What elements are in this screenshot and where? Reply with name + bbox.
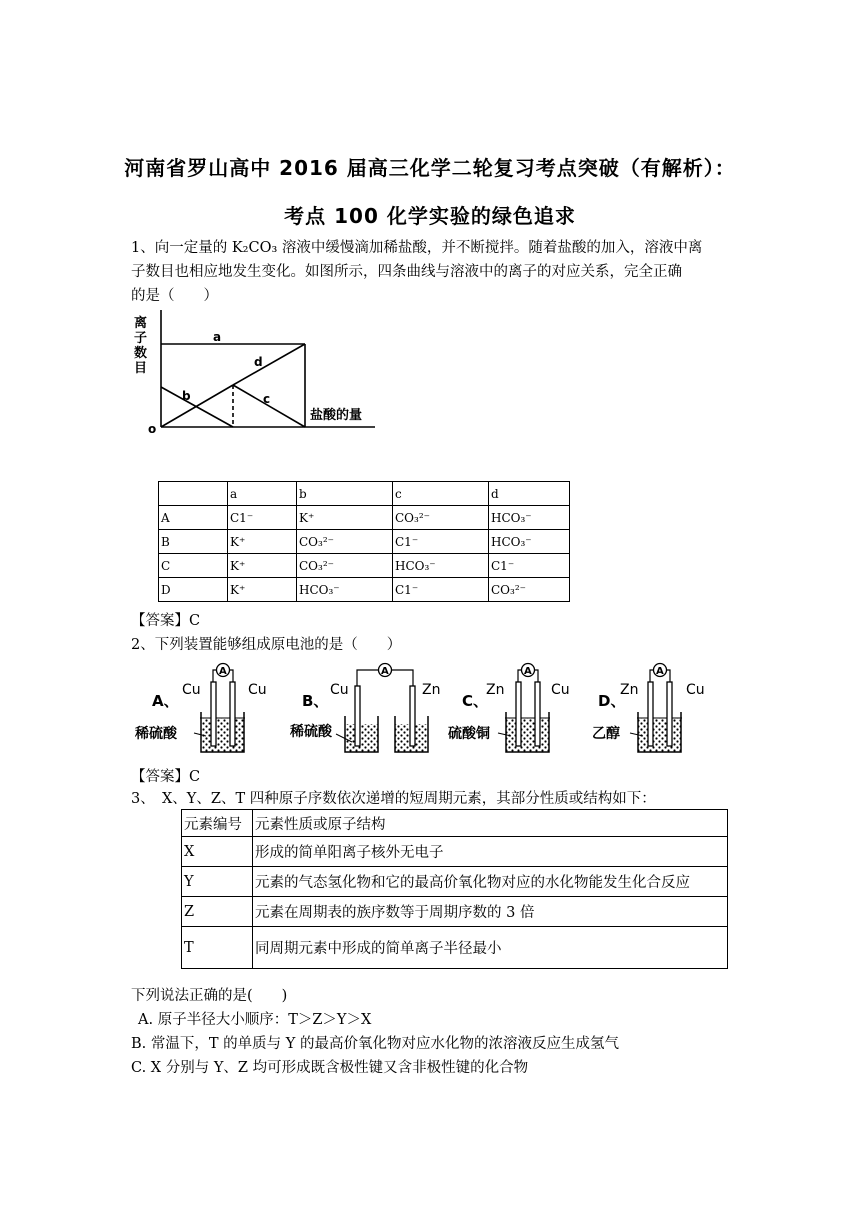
device-a-letter: A、	[152, 692, 179, 710]
table-cell: Z	[182, 897, 253, 927]
table-row	[159, 482, 570, 506]
table-cell: D	[159, 578, 228, 602]
q3-option-b: B. 常温下，T 的单质与 Y 的最高价氧化物对应水化物的浓溶液反应生成氢气	[131, 1036, 619, 1052]
graph-ylabel-1: 离	[134, 316, 148, 331]
table-cell: HCO₃⁻	[489, 530, 570, 554]
q3-text: 3、 X、Y、Z、T 四种原子序数依次递增的短周期元素，其部分性质或结构如下：	[131, 791, 656, 807]
table-cell: K⁺	[297, 506, 393, 530]
table-cell: A	[159, 506, 228, 530]
table-row	[159, 578, 570, 602]
table-cell: 形成的简单阳离子核外无电子	[253, 837, 728, 867]
galvanic-cell-diagrams	[130, 656, 730, 762]
q3-option-a: A. 原子半径大小顺序：T＞Z＞Y＞X	[138, 1012, 372, 1028]
table-cell: d	[489, 482, 570, 506]
ammeter-a-symbol: A	[219, 666, 227, 677]
device-b-right-electrode: Zn	[422, 682, 441, 698]
table-cell: HCO₃⁻	[489, 506, 570, 530]
device-b	[289, 664, 440, 753]
device-c-solution-label: 硫酸铜	[448, 726, 490, 742]
device-d-letter: D、	[598, 692, 626, 710]
table-row	[182, 927, 728, 969]
table-cell: Y	[182, 867, 253, 897]
graph-origin: o	[148, 422, 157, 436]
device-b-letter: B、	[302, 692, 329, 710]
table-row	[182, 810, 728, 837]
q3-option-c: C. X 分别与 Y、Z 均可形成既含极性键又含非极性键的化合物	[131, 1060, 529, 1076]
table-cell: C1⁻	[489, 554, 570, 578]
device-d-right-electrode: Cu	[686, 682, 705, 698]
table-row	[159, 554, 570, 578]
table-cell: 元素的气态氢化物和它的最高价氧化物对应的水化物能发生化合反应	[253, 867, 728, 897]
table-cell: C1⁻	[393, 530, 489, 554]
table-row	[159, 506, 570, 530]
q1-answer: 【答案】C	[131, 613, 201, 629]
table-cell: K⁺	[228, 554, 297, 578]
table-cell: K⁺	[228, 530, 297, 554]
table-row	[182, 837, 728, 867]
table-cell: 元素性质或原子结构	[253, 810, 728, 837]
table-cell	[159, 482, 228, 506]
table-cell: 元素编号	[182, 810, 253, 837]
device-a-right-electrode: Cu	[248, 682, 267, 698]
q2-text: 2、下列装置能够组成原电池的是（ ）	[131, 637, 402, 653]
table-cell: X	[182, 837, 253, 867]
table-cell: C1⁻	[393, 578, 489, 602]
device-d-left-electrode: Zn	[620, 682, 639, 698]
q1-text-line-3: 的是（ ）	[131, 288, 218, 304]
curve-label-a: a	[213, 330, 222, 344]
q1-text-line-2: 子数目也相应地发生变化。如图所示，四条曲线与溶液中的离子的对应关系，完全正确	[131, 264, 682, 280]
q3-prompt: 下列说法正确的是( )	[131, 988, 288, 1004]
table-cell: C1⁻	[228, 506, 297, 530]
ion-count-graph	[130, 306, 380, 442]
curve-label-c: c	[263, 392, 271, 406]
curve-label-d: d	[254, 355, 263, 369]
q2-answer: 【答案】C	[131, 769, 201, 785]
device-a	[134, 664, 267, 753]
ammeter-b-symbol: A	[381, 666, 389, 677]
table-cell: 元素在周期表的族序数等于周期序数的 3 倍	[253, 897, 728, 927]
table-cell: a	[228, 482, 297, 506]
table-cell: b	[297, 482, 393, 506]
device-c-right-electrode: Cu	[551, 682, 570, 698]
graph-xlabel: 盐酸的量	[310, 408, 363, 423]
device-b-solution-label: 稀硫酸	[290, 724, 332, 740]
table-cell: C	[159, 554, 228, 578]
q3-element-table	[181, 809, 728, 969]
table-cell: CO₃²⁻	[393, 506, 489, 530]
table-cell: B	[159, 530, 228, 554]
table-row	[159, 530, 570, 554]
table-cell: c	[393, 482, 489, 506]
graph-ylabel-4: 目	[134, 361, 148, 376]
graph-ylabel-2: 子	[134, 331, 148, 346]
device-a-left-electrode: Cu	[182, 682, 201, 698]
device-c	[448, 664, 570, 753]
q1-options-table	[158, 481, 570, 602]
table-cell: HCO₃⁻	[297, 578, 393, 602]
table-row	[182, 867, 728, 897]
table-cell: K⁺	[228, 578, 297, 602]
device-c-letter: C、	[462, 692, 489, 710]
device-c-left-electrode: Zn	[486, 682, 505, 698]
table-cell: T	[182, 927, 253, 969]
table-cell: CO₃²⁻	[489, 578, 570, 602]
title-line-1: 河南省罗山高中 2016 届高三化学二轮复习考点突破（有解析）：	[124, 156, 736, 180]
device-b-left-electrode: Cu	[330, 682, 349, 698]
table-cell: HCO₃⁻	[393, 554, 489, 578]
ammeter-c-symbol: A	[524, 666, 532, 677]
device-d-solution-label: 乙醇	[592, 726, 620, 742]
curve-label-b: b	[182, 389, 191, 403]
table-cell: CO₃²⁻	[297, 530, 393, 554]
title-line-2: 考点 100 化学实验的绿色追求	[284, 204, 576, 228]
ammeter-d-symbol: A	[656, 666, 664, 677]
table-cell: CO₃²⁻	[297, 554, 393, 578]
q1-text-line-1: 1、向一定量的 K₂CO₃ 溶液中缓慢滴加稀盐酸，并不断搅拌。随着盐酸的加入，溶液中离	[131, 240, 703, 256]
device-d	[592, 664, 705, 753]
table-cell: 同周期元素中形成的简单离子半径最小	[253, 927, 728, 969]
graph-ylabel-3: 数	[134, 346, 148, 361]
device-a-solution-label: 稀硫酸	[135, 726, 177, 742]
table-row	[182, 897, 728, 927]
